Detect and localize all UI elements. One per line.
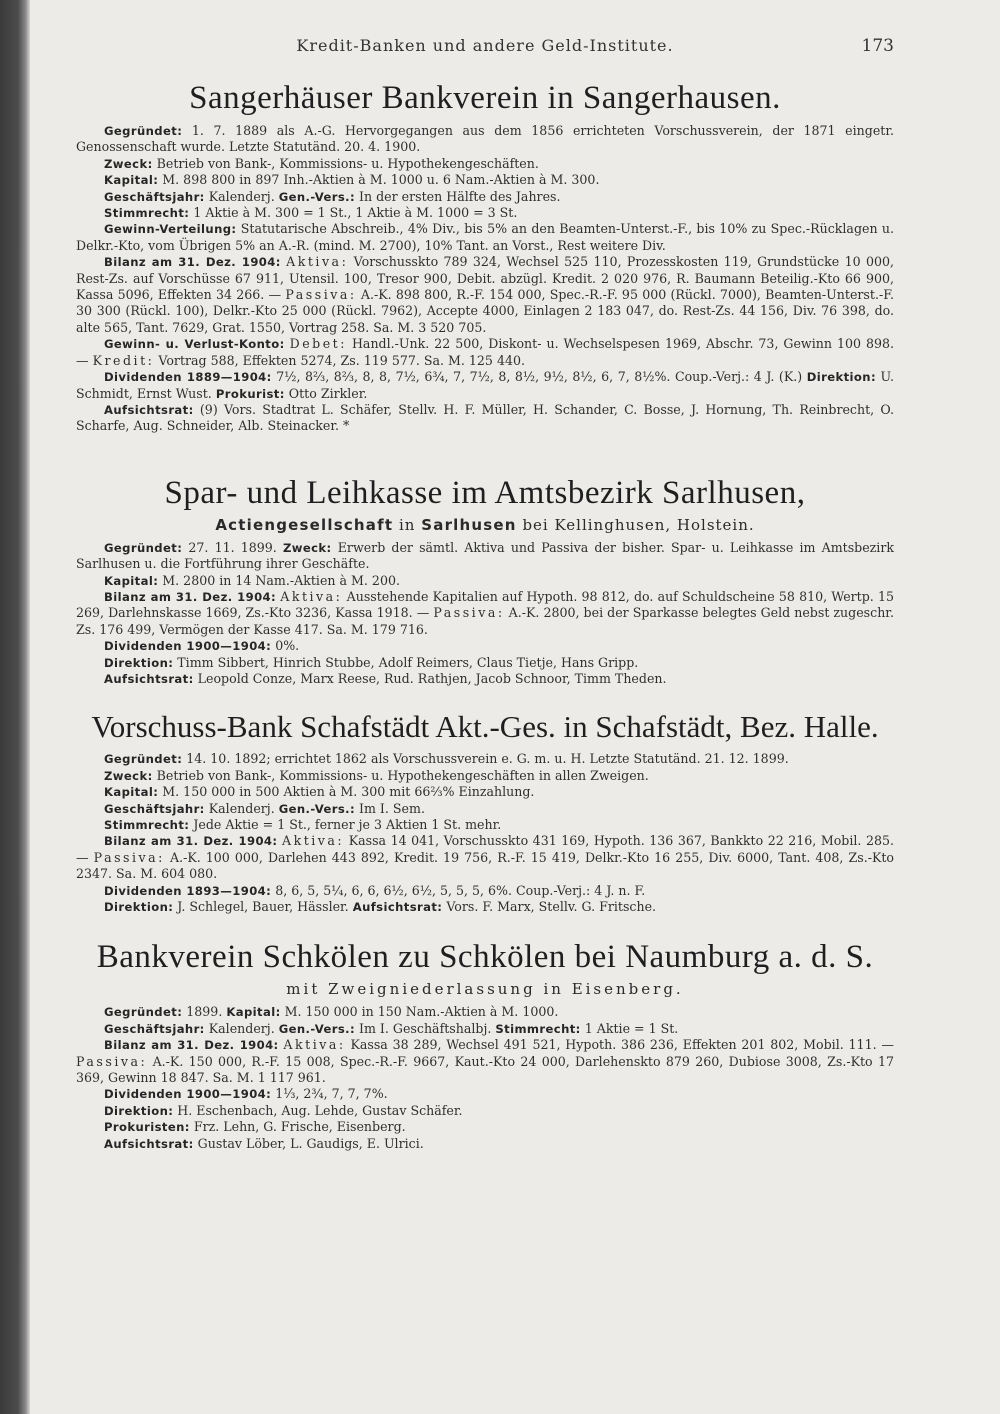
supervisory-board-label: Aufsichtsrat: — [104, 671, 194, 686]
balance-sheet — [76, 1037, 894, 1086]
general-meeting-label: Gen.-Vers.: — [278, 189, 355, 204]
entry-title: Vorschuss-Bank Schafstädt Akt.-Ges. in Schafstädt, Bez. Halle. — [91, 709, 879, 745]
liabilities-label: Passiva: — [93, 849, 165, 865]
directors — [76, 899, 894, 915]
assets-label: Aktiva: — [283, 1037, 346, 1053]
founded-label: Gegründet: — [104, 540, 183, 555]
assets-label: Aktiva: — [286, 254, 349, 270]
dividends-text: 8, 6, 5, 5¼, 6, 6, 6½, 6½, 5, 5, 5, 6%. Coup.-Verj.: 4 J. n. F. — [275, 882, 646, 898]
profit-loss-account — [76, 336, 894, 369]
assets-text: Ausstehende Kapitalien auf Hypoth. 98 812, do. auf Schuldscheine 58 810, Wertp. 15 269, Darlehnskasse 1669, Zs.-Kto 3236, Kassa 1918. — — [76, 588, 894, 621]
voting-rights-text: 1 Aktie = 1 St. — [584, 1020, 679, 1036]
dividends — [76, 883, 894, 899]
capital — [76, 573, 894, 589]
entry-vorschuss-bank-schafstaedt — [76, 709, 894, 915]
fiscal-year — [76, 189, 894, 205]
general-meeting-text: In der ersten Hälfte des Jahres. — [359, 188, 561, 204]
capital-text: M. 898 800 in 897 Inh.-Aktien à M. 1000 u. 6 Nam.-Aktien à M. 300. — [162, 172, 600, 188]
procurist-text: Otto Zirkler. — [288, 385, 368, 401]
purpose-text: Betrieb von Bank-, Kommissions- u. Hypothekengeschäften. — [156, 155, 539, 171]
procurists — [76, 1119, 894, 1135]
subtitle-place: Sarlhusen — [421, 515, 517, 534]
procurists-text: Frz. Lehn, G. Frische, Eisenberg. — [193, 1119, 406, 1135]
liabilities-label: Passiva: — [433, 605, 505, 621]
assets-label: Aktiva: — [281, 833, 345, 849]
supervisory-board-text: Leopold Conze, Marx Reese, Rud. Rathjen, Jacob Schnoor, Timm Theden. — [197, 670, 667, 686]
balance-label: Bilanz am 31. Dez. 1904: — [104, 834, 278, 849]
liabilities-label: Passiva: — [285, 287, 357, 303]
voting-rights-label: Stimmrecht: — [104, 818, 190, 832]
entry-title: Sangerhäuser Bankverein in Sangerhausen. — [189, 80, 781, 116]
liabilities-label: Passiva: — [76, 1053, 148, 1069]
voting-rights — [76, 817, 894, 833]
assets-label: Aktiva: — [280, 588, 343, 604]
entry-spar-und-leihkasse — [76, 475, 894, 688]
directors — [76, 655, 894, 671]
procurists-label: Prokuristen: — [104, 1120, 190, 1135]
founded-label: Gegründet: — [104, 124, 183, 138]
debit-text: Handl.-Unk. 22 500, Diskont- u. Wechselspesen 1969, Abschr. 73, Gewinn 100 898. — — [76, 336, 894, 368]
founded — [76, 540, 894, 573]
balance-sheet — [76, 589, 894, 638]
profit-distribution-text: Statutarische Abschreib., 4% Div., bis 5% an den Beamten-Unterst.-F., bis 10% zu Spec.-Rücklagen u. Delkr.-Kto, vom Übrigen 5% an A.-R. (mind. M. 2700), 10% Tant. an Vorst., Rest weitere Div. — [76, 221, 894, 253]
supervisory-board-text: (9) Vors. Stadtrat L. Schäfer, Stellv. H. F. Müller, H. Schander, C. Bosse, J. Hornung, Th. Reinbrecht, O. Scharfe, Aug. Schneider, Alb. Steinacker. * — [76, 401, 894, 434]
directors-text: H. Eschenbach, Aug. Lehde, Gustav Schäfer. — [177, 1102, 463, 1118]
assets-text: Kassa 38 289, Wechsel 491 521, Hypoth. 386 236, Effekten 201 802, Mobil. 111. — — [350, 1037, 894, 1053]
subtitle-company-type: Actiengesellschaft — [215, 515, 394, 534]
entry-title: Bankverein Schkölen zu Schkölen bei Naumburg a. d. S. — [96, 939, 874, 976]
running-head — [76, 36, 894, 66]
voting-rights-label: Stimmrecht: — [104, 206, 190, 221]
credit-text: Vortrag 588, Effekten 5274, Zs. 119 577. Sa. M. 125 440. — [158, 352, 525, 368]
supervisory-board — [76, 671, 894, 687]
founded-text: 27. 11. 1899. — [188, 539, 277, 555]
directors-label: Direktion: — [104, 900, 174, 915]
balance-label: Bilanz am 31. Dez. 1904: — [104, 589, 277, 604]
directors-text: J. Schlegel, Bauer, Hässler. — [177, 899, 349, 915]
dividends — [76, 1086, 894, 1102]
liabilities-text: A.-K. 100 000, Darlehen 443 892, Kredit. 19 756, R.-F. 15 419, Delkr.-Kto 16 255, Div. 6000, Tant. 408, Zs.-Kto 2347. Sa. M. 604 080. — [76, 849, 894, 882]
purpose-text: Betrieb von Bank-, Kommissions- u. Hypothekengeschäften in allen Zweigen. — [156, 767, 649, 783]
supervisory-board-label: Aufsichtsrat: — [104, 402, 194, 417]
supervisory-board-label: Aufsichtsrat: — [104, 1136, 194, 1151]
entry-subtitle — [76, 516, 894, 534]
fiscal-year-label: Geschäftsjahr: — [104, 189, 205, 204]
voting-rights-text: Jede Aktie = 1 St., ferner je 3 Aktien 1 St. mehr. — [193, 817, 502, 832]
purpose — [76, 156, 894, 172]
founded — [76, 1004, 894, 1020]
directors-label: Direktion: — [104, 1103, 174, 1118]
profit-distribution-label: Gewinn-Verteilung: — [104, 222, 237, 237]
dividends-label: Dividenden 1893—1904: — [104, 883, 272, 898]
entry-title: Spar- und Leihkasse im Amtsbezirk Sarlhusen, — [164, 474, 806, 511]
fiscal-year — [76, 801, 894, 817]
founded-label: Gegründet: — [104, 1005, 183, 1020]
entry-bankverein-schkoelen — [76, 939, 894, 1152]
balance-label: Bilanz am 31. Dez. 1904: — [104, 1038, 279, 1053]
directors-label: Direktion: — [104, 655, 174, 670]
voting-rights-text: 1 Aktie à M. 300 = 1 St., 1 Aktie à M. 1000 = 3 St. — [193, 205, 518, 221]
directors-text: Timm Sibbert, Hinrich Stubbe, Adolf Reimers, Claus Tietje, Hans Gripp. — [177, 654, 639, 670]
general-meeting-text: Im I. Sem. — [359, 800, 425, 816]
subtitle-branch: mit Zweigniederlassung in Eisenberg. — [286, 980, 684, 999]
founded-text: 1899. — [186, 1004, 223, 1020]
voting-rights — [76, 205, 894, 221]
balance-label: Bilanz am 31. Dez. 1904: — [104, 255, 281, 270]
dividends-label: Dividenden 1900—1904: — [104, 639, 272, 654]
purpose-label: Zweck: — [104, 768, 153, 783]
founded — [76, 123, 894, 156]
subtitle-location: bei Kellinghusen, Holstein. — [522, 515, 755, 534]
fiscal-year-label: Geschäftsjahr: — [104, 801, 205, 816]
dividends — [76, 369, 894, 402]
capital — [76, 784, 894, 800]
supervisory-board-label: Aufsichtsrat: — [352, 900, 443, 915]
purpose-text: Erwerb der sämtl. Aktiva und Passiva der bisher. Spar- u. Leihkasse im Amtsbezirk Sarlhusen u. die Fortführung ihrer Geschäfte. — [76, 539, 894, 572]
founded — [76, 751, 894, 767]
fiscal-year-text: Kalenderj. — [208, 800, 275, 816]
directors-label: Direktion: — [806, 370, 876, 385]
capital — [76, 172, 894, 188]
subtitle-in: in — [399, 515, 416, 534]
founded-text: 14. 10. 1892; errichtet 1862 als Vorschussverein e. G. m. u. H. Letzte Statutänd. 21. 12. 1899. — [186, 751, 789, 767]
dividends-text: 7½, 8⅔, 8⅔, 8, 8, 7½, 6¾, 7, 7½, 8, 8½, 9½, 8½, 6, 7, 8½%. Coup.-Verj.: 4 J. (K.) — [276, 369, 803, 385]
profit-distribution — [76, 221, 894, 254]
founded-label: Gegründet: — [104, 752, 183, 767]
assets-text: Vorschusskto 789 324, Wechsel 525 110, Prozesskosten 119, Grundstücke 10 000, Rest-Zs. auf Vorschüsse 67 911, Utensil. 100, Tresor 900, Debit. abzügl. Kredit. 2 020 976, R. Baumann Beteilig.-Kto 66 900, Kassa 5096, Effekten 34 266. — — [76, 254, 894, 303]
dividends — [76, 638, 894, 654]
credit-label: Kredit: — [92, 352, 155, 368]
liabilities-text: A.-K. 2800, bei der Sparkasse belegtes Geld nebst zugeschr. Zs. 176 499, Vermögen der Kasse 417. Sa. M. 179 716. — [76, 605, 894, 637]
fiscal-year-label: Geschäftsjahr: — [104, 1021, 205, 1036]
directors — [76, 1103, 894, 1119]
supervisory-board — [76, 402, 894, 435]
page — [76, 36, 894, 1174]
directors-text: U. Schmidt, Ernst Wust. — [76, 369, 894, 401]
general-meeting-text: Im I. Geschäftshalbj. — [359, 1020, 492, 1036]
purpose-label: Zweck: — [282, 540, 332, 555]
entry-subtitle — [76, 980, 894, 998]
purpose-label: Zweck: — [104, 156, 153, 171]
general-meeting-label: Gen.-Vers.: — [278, 1021, 355, 1036]
supervisory-board-text: Gustav Löber, L. Gaudigs, E. Ulrici. — [197, 1135, 424, 1151]
capital-text: M. 150 000 in 500 Aktien à M. 300 mit 66⅔% Einzahlung. — [162, 784, 535, 800]
profit-loss-label: Gewinn- u. Verlust-Konto: — [104, 337, 285, 352]
capital-label: Kapital: — [226, 1005, 281, 1020]
procurist-label: Prokurist: — [215, 386, 285, 401]
page-number: 173 — [861, 36, 894, 56]
capital-text: M. 150 000 in 150 Nam.-Aktien à M. 1000. — [284, 1004, 559, 1020]
fiscal-year-text: Kalenderj. — [208, 188, 275, 204]
general-meeting-label: Gen.-Vers.: — [278, 801, 355, 816]
liabilities-text: A.-K. 150 000, R.-F. 15 008, Spec.-R.-F. 9667, Kaut.-Kto 24 000, Darlehenskto 879 260, Dubiose 3008, Zs.-Kto 17 369, Gewinn 18 847. Sa. M. 1 117 961. — [76, 1053, 894, 1086]
book-spine-shadow — [0, 0, 30, 1414]
capital-text: M. 2800 in 14 Nam.-Aktien à M. 200. — [162, 572, 400, 588]
fiscal-year — [76, 1021, 894, 1037]
capital-label: Kapital: — [104, 173, 159, 188]
running-title: Kredit-Banken und andere Geld-Institute. — [296, 36, 674, 55]
dividends-text: 0%. — [275, 638, 300, 654]
balance-sheet — [76, 833, 894, 882]
liabilities-text: A.-K. 898 800, R.-F. 154 000, Spec.-R.-F. 95 000 (Rückl. 7000), Beamten-Unterst.-F. 30 300 (Rückl. 100), Delkr.-Kto 25 000 (Rückl. 7962), Accepte 4000, Einlagen 2 183 047, do. Rest-Zs. 44 156, Div. 76 398, do. alte 565, Tant. 7629, Grat. 1550, Vortrag 258. Sa. M. 3 520 705. — [76, 287, 894, 335]
entry-sangerhaeuser-bankverein — [76, 80, 894, 435]
supervisory-board-text: Vors. F. Marx, Stellv. G. Fritsche. — [446, 899, 657, 915]
supervisory-board — [76, 1136, 894, 1152]
assets-text: Kassa 14 041, Vorschusskto 431 169, Hypoth. 136 367, Bankkto 22 216, Mobil. 285. — — [76, 833, 894, 865]
capital-label: Kapital: — [104, 573, 159, 588]
fiscal-year-text: Kalenderj. — [208, 1020, 275, 1036]
debit-label: Debet: — [289, 336, 347, 352]
dividends-label: Dividenden 1889—1904: — [104, 370, 272, 385]
voting-rights-label: Stimmrecht: — [495, 1021, 581, 1036]
founded-text: 1. 7. 1889 als A.-G. Hervorgegangen aus dem 1856 errichteten Vorschussverein, der 1871 eingetr. Genossenschaft wurde. Letzte Statutänd. 20. 4. 1900. — [76, 123, 894, 155]
purpose — [76, 768, 894, 784]
dividends-text: 1⅓, 2¾, 7, 7, 7%. — [275, 1086, 388, 1102]
capital-label: Kapital: — [104, 785, 159, 800]
balance-sheet — [76, 254, 894, 336]
dividends-label: Dividenden 1900—1904: — [104, 1087, 272, 1102]
